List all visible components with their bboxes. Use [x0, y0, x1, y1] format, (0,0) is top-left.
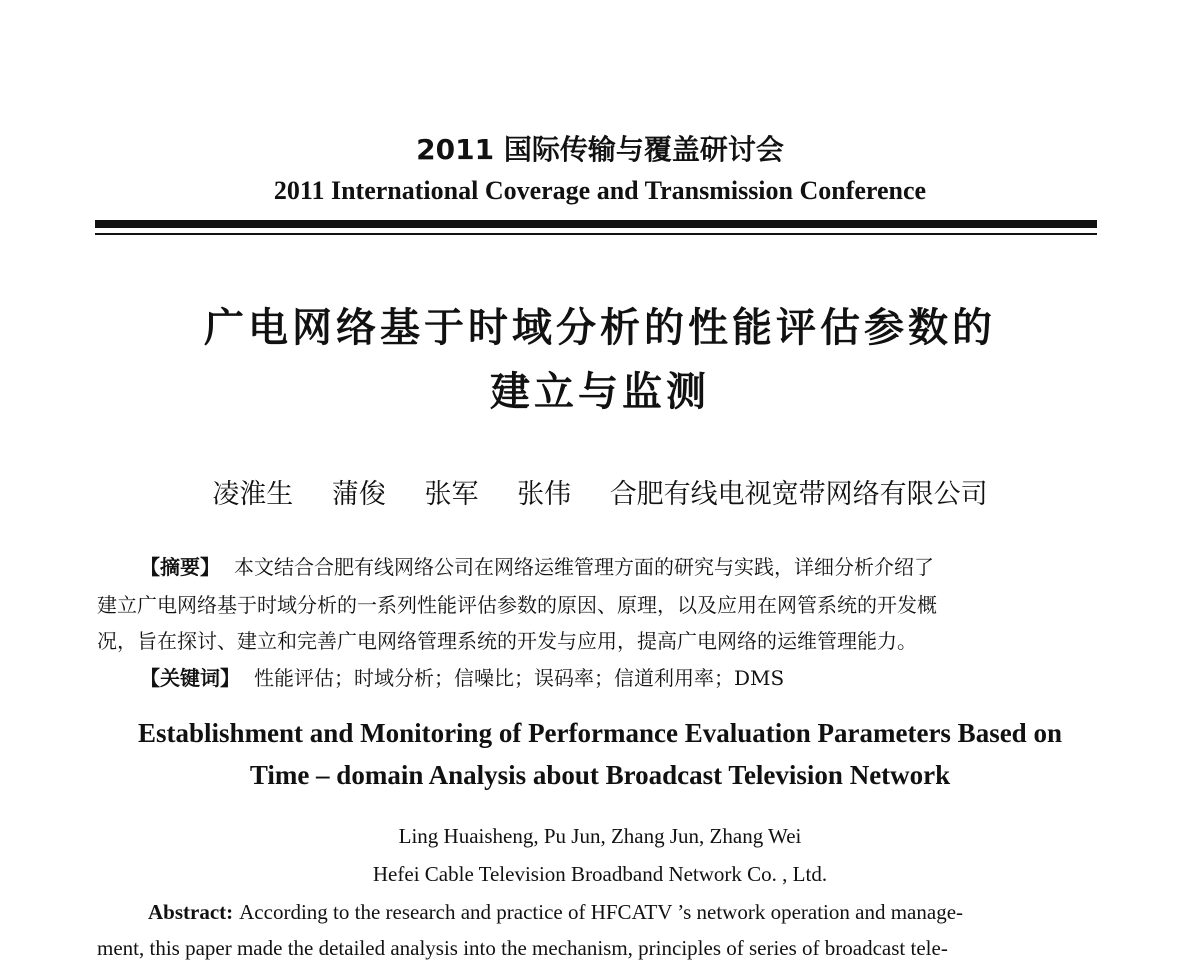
abstract-en-label: Abstract: [148, 900, 234, 924]
abstract-en-text: According to the research and practice of HFCATV ’s network operation and manage- [239, 900, 964, 924]
header-rule-thick [95, 220, 1097, 228]
abstract-zh-line3: 况，旨在探讨、建立和完善广电网络管理系统的开发与应用，提高广电网络的运维管理能力。 [97, 629, 917, 653]
paper-title-zh-line1: 广电网络基于时域分析的性能评估参数的 [204, 305, 996, 351]
keywords-zh-label: 【关键词】 [140, 666, 240, 690]
conference-title-zh: 2011 国际传输与覆盖研讨会 [416, 133, 784, 166]
author-zh: 凌淮生 [212, 479, 294, 510]
keywords-zh-text: 性能评估；时域分析；信噪比；误码率；信道利用率；DMS [254, 666, 785, 690]
abstract-zh-text: 本文结合合肥有线网络公司在网络运维管理方面的研究与实践，详细分析介绍了 [234, 555, 934, 579]
authors-en: Ling Huaisheng, Pu Jun, Zhang Jun, Zhang Wei [398, 824, 802, 848]
abstract-en-line1 [148, 900, 963, 925]
header-rule-thin [95, 233, 1097, 235]
affiliation-en: Hefei Cable Television Broadband Network Co. , Ltd. [372, 862, 828, 886]
affiliation-zh: 合肥有线电视宽带网络有限公司 [609, 479, 988, 510]
abstract-zh-line2: 建立广电网络基于时域分析的一系列性能评估参数的原因、原理，以及应用在网管系统的开发概 [97, 593, 937, 617]
abstract-zh-label: 【摘要】 [140, 555, 220, 579]
conference-title-en: 2011 International Coverage and Transmission Conference [273, 176, 927, 205]
author-zh: 张伟 [517, 479, 572, 510]
paper-title-en-line2: Time – domain Analysis about Broadcast Television Network [249, 760, 951, 790]
keywords-zh [140, 662, 784, 691]
author-zh: 蒲俊 [331, 479, 386, 510]
paper-title-en-line1: Establishment and Monitoring of Performance Evaluation Parameters Based on [138, 718, 1062, 748]
author-zh: 张军 [424, 479, 479, 510]
abstract-en-line2: ment, this paper made the detailed analysis into the mechanism, principles of series of broadcast tele- [97, 936, 948, 960]
abstract-zh-line1 [140, 551, 934, 580]
paper-title-zh-line2: 建立与监测 [490, 369, 710, 415]
authors-zh [0, 472, 1200, 511]
